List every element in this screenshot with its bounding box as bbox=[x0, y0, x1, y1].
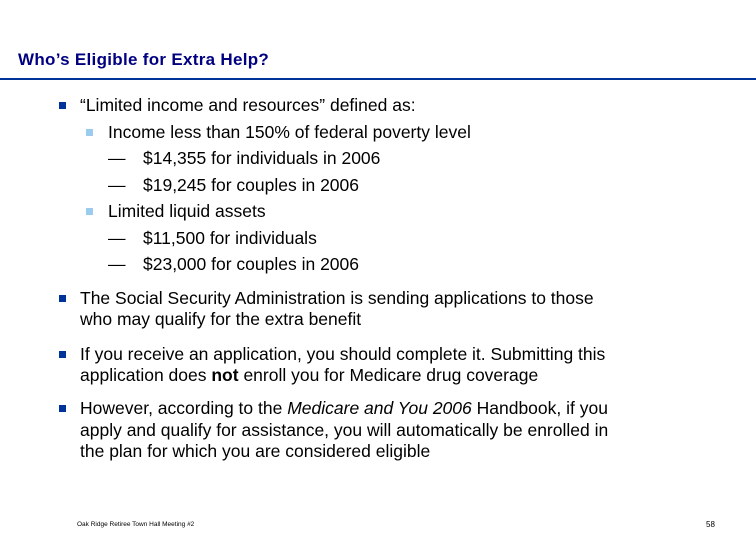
dash-marker: — bbox=[108, 175, 126, 195]
bullet-2-line-1: The Social Security Administration is sending applications to those bbox=[80, 288, 594, 308]
dash-marker: — bbox=[108, 254, 126, 274]
bullet-4-marker bbox=[59, 405, 66, 412]
bullet-1-sub-2-text: Limited liquid assets bbox=[108, 201, 266, 221]
bullet-4-line-1-end: Handbook, if you bbox=[471, 398, 608, 418]
dash-marker: — bbox=[108, 228, 126, 248]
dash-marker: — bbox=[108, 148, 126, 168]
bullet-3-line-2 bbox=[80, 365, 538, 387]
bullet-1-sub-1-detail-1: $14,355 for individuals in 2006 bbox=[143, 148, 381, 168]
bullet-3-line-2-start: application does bbox=[80, 365, 212, 385]
bullet-4-line-1-start: However, according to the bbox=[80, 398, 288, 418]
bullet-4-handbook-title: Medicare and You 2006 bbox=[287, 398, 472, 418]
slide-title: Who’s Eligible for Extra Help? bbox=[18, 50, 270, 69]
bullet-1-sub-2-detail-2: $23,000 for couples in 2006 bbox=[143, 254, 359, 274]
bullet-2-line-2: who may qualify for the extra benefit bbox=[80, 309, 362, 329]
bullet-1-marker bbox=[59, 102, 66, 109]
bullet-4-line-2: apply and qualify for assistance, you will automatically be enrolled in bbox=[80, 420, 609, 440]
bullet-3-marker bbox=[59, 351, 66, 358]
bullet-1-sub-1-text: Income less than 150% of federal poverty level bbox=[108, 122, 471, 142]
bullet-3-line-1: If you receive an application, you should complete it. Submitting this bbox=[80, 344, 606, 364]
title-divider bbox=[0, 78, 756, 80]
footer-meeting-label: Oak Ridge Retiree Town Hall Meeting #2 bbox=[77, 521, 195, 528]
bullet-3-line-2-end: enroll you for Medicare drug coverage bbox=[238, 365, 539, 385]
bullet-2-marker bbox=[59, 295, 66, 302]
bullet-3-emphasis-not: not bbox=[211, 365, 239, 385]
page-number: 58 bbox=[706, 520, 715, 529]
bullet-1-text: “Limited income and resources” defined as: bbox=[80, 95, 416, 115]
bullet-4-line-1 bbox=[80, 398, 608, 420]
bullet-1-sub-1-detail-2: $19,245 for couples in 2006 bbox=[143, 175, 359, 195]
bullet-1-sub-2-detail-1: $11,500 for individuals bbox=[143, 228, 317, 248]
bullet-1-sub-1-marker bbox=[86, 129, 93, 136]
bullet-4-line-3: the plan for which you are considered eligible bbox=[80, 441, 431, 461]
bullet-1-sub-2-marker bbox=[86, 208, 93, 215]
